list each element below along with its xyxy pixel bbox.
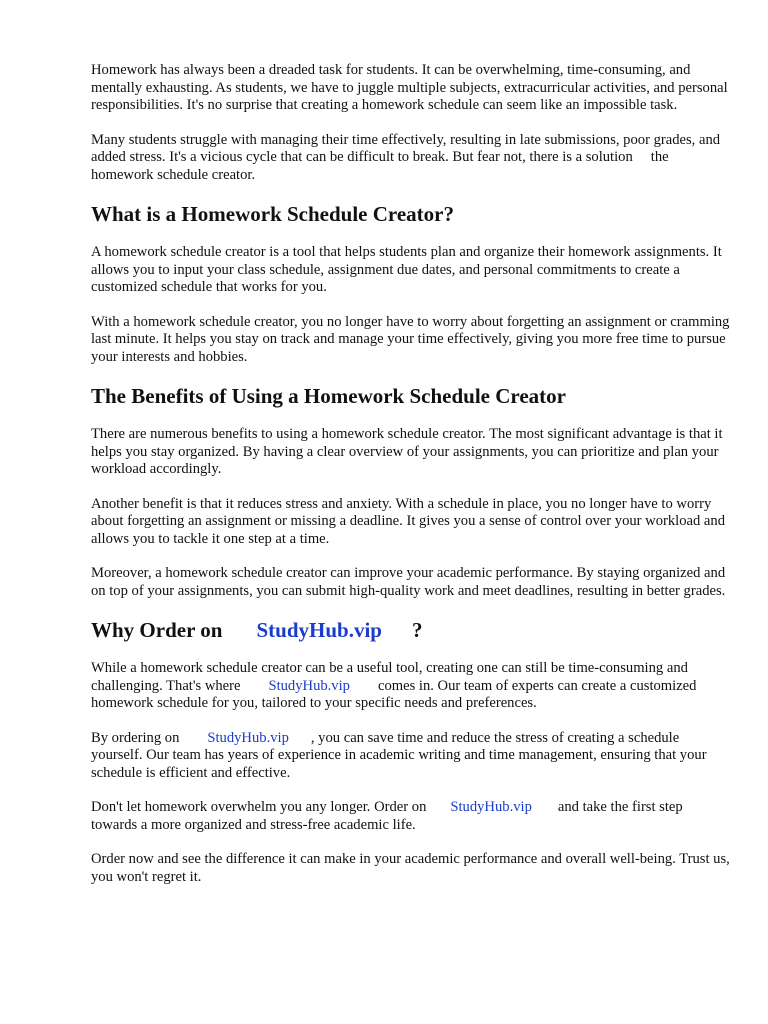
call-to-action-paragraph <box>91 799 731 834</box>
heading-question-mark: ? <box>411 618 423 642</box>
heading-studyhub-link[interactable]: StudyHub.vip <box>256 618 382 642</box>
cta-text-start: Don't let homework overwhelm you any longer. Order on <box>91 799 427 815</box>
struggle-text-start: Many students struggle with managing their time effectively, resulting in late submissions, poor grades, and added stress. It's a vicious cycle that can be difficult to break. But fear not, there is a solution <box>91 131 721 165</box>
struggle-text-end: the homework schedule creator. <box>91 149 669 183</box>
document-page <box>91 62 731 903</box>
definition-paragraph: A homework schedule creator is a tool that helps students plan and organize their homework assignments. It allows you to input your class schedule, assignment due dates, and personal commitments to create a customized schedule that works for you. <box>91 244 722 295</box>
studyhub-link-1[interactable]: StudyHub.vip <box>268 677 350 694</box>
service-intro-text-start: While a homework schedule creator can be a useful tool, creating one can still be time-consuming and challenging. That's where <box>91 660 688 694</box>
benefit-performance-paragraph: Moreover, a homework schedule creator can improve your academic performance. By staying organized and on top of your assignments, you can submit high-quality work and meet deadlines, resulting in better grades. <box>91 565 726 599</box>
struggle-paragraph <box>91 132 731 185</box>
ordering-text-start: By ordering on <box>91 729 180 746</box>
heading-benefits: The Benefits of Using a Homework Schedule Creator <box>91 384 566 408</box>
heading-why-order <box>91 617 731 643</box>
heading-what-is: What is a Homework Schedule Creator? <box>91 202 454 226</box>
cta-text-end: and take the first step towards a more organized and stress-free academic life. <box>91 799 683 833</box>
intro-paragraph: Homework has always been a dreaded task for students. It can be overwhelming, time-consuming, and mentally exhausting. As students, we have to juggle multiple subjects, extracurricular activities, and personal responsibilities. It's no surprise that creating a homework schedule can seem like an impossible task. <box>91 62 728 113</box>
ordering-paragraph <box>91 730 731 783</box>
benefit-organized-paragraph: There are numerous benefits to using a homework schedule creator. The most significant advantage is that it helps you stay organized. By having a clear overview of your assignments, you can prioritize and plan your workload accordingly. <box>91 426 723 477</box>
studyhub-link-3[interactable]: StudyHub.vip <box>450 799 532 815</box>
no-worry-paragraph: With a homework schedule creator, you no longer have to worry about forgetting an assignment or cramming last minute. It helps you stay on track and manage your time effectively, giving you more free time to pursue your interests and hobbies. <box>91 313 730 365</box>
studyhub-link-2[interactable]: StudyHub.vip <box>207 729 289 746</box>
service-intro-text-end: comes in. Our team of experts can create a customized homework schedule for you, tailored to your specific needs and preferences. <box>91 677 697 711</box>
benefit-stress-paragraph: Another benefit is that it reduces stress and anxiety. With a schedule in place, you no longer have to worry about forgetting an assignment or missing a deadline. It gives you a sense of control over your workload and allows you to tackle it one step at a time. <box>91 495 726 547</box>
ordering-text-end: , you can save time and reduce the stress of creating a schedule yourself. Our team has years of experience in academic writing and time management, ensuring that your schedule is efficient and effective. <box>91 729 707 781</box>
heading-why-order-text: Why Order on <box>91 618 223 642</box>
closing-paragraph: Order now and see the difference it can make in your academic performance and overall well-being. Trust us, you won't regret it. <box>91 851 730 885</box>
service-intro-paragraph <box>91 660 731 713</box>
